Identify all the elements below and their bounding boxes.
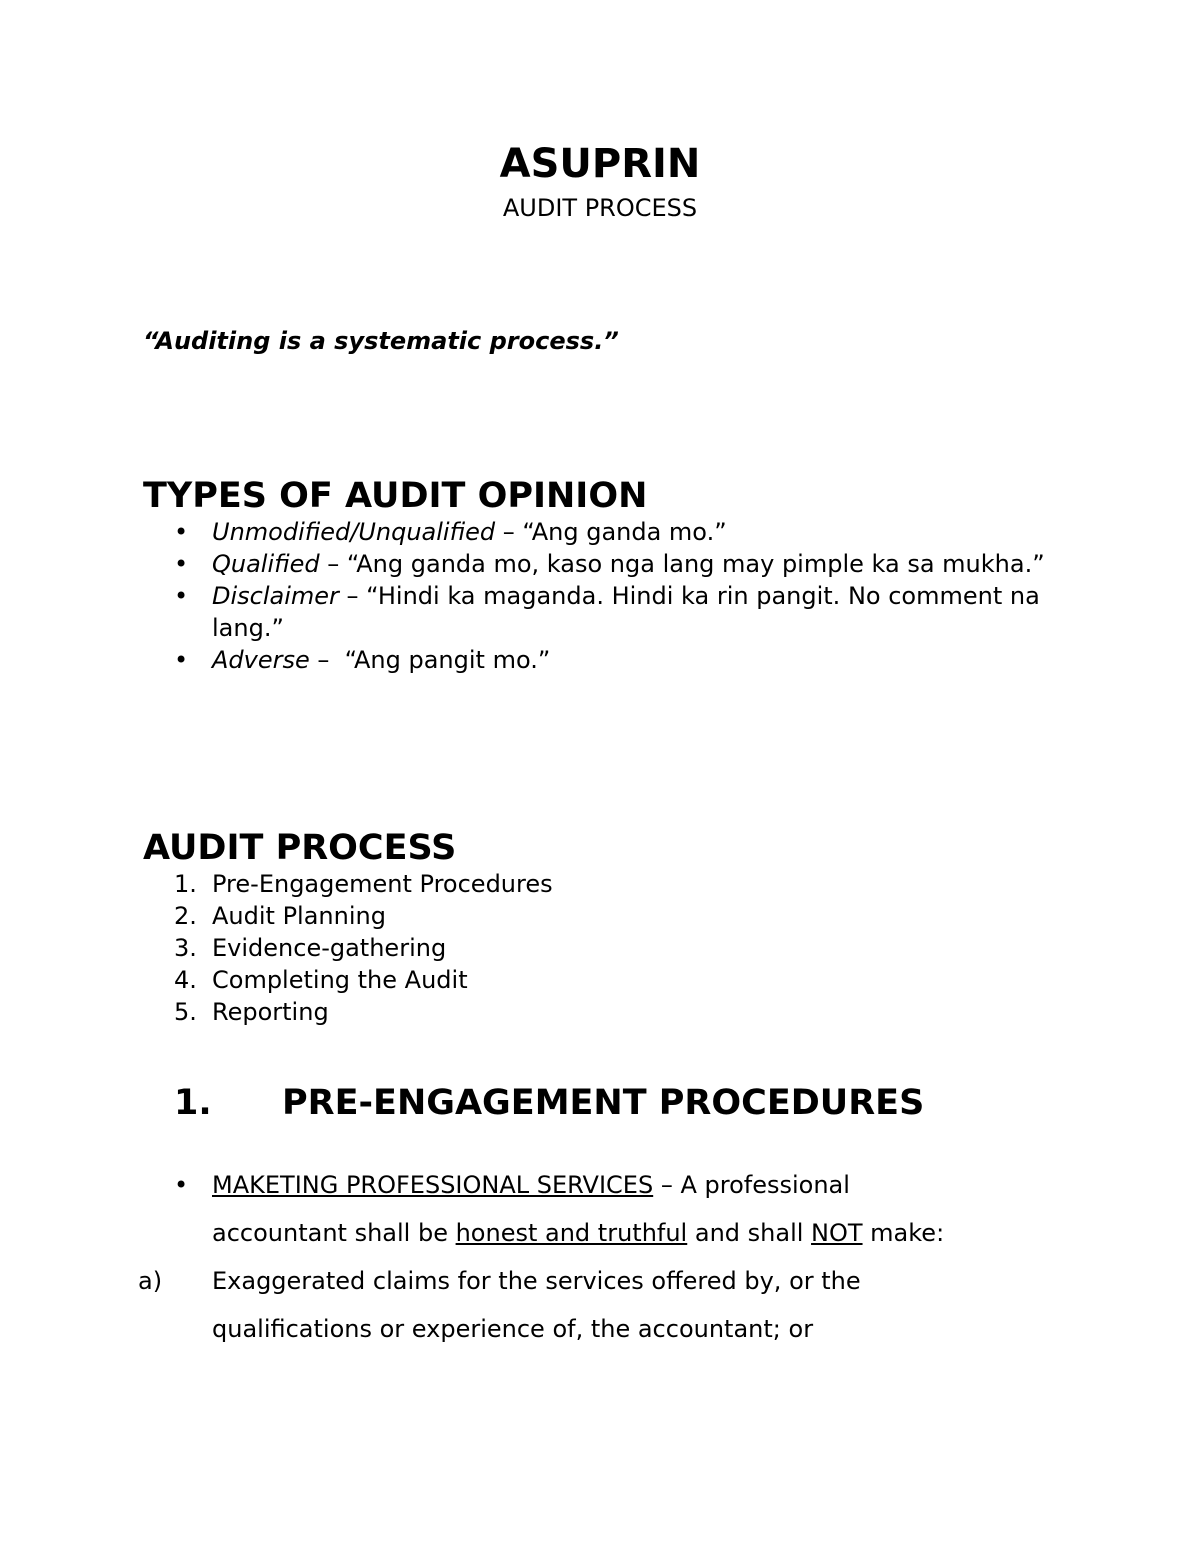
text-run: Exaggerated claims for the services offered by, or the [212, 1267, 861, 1295]
types-list [174, 516, 1074, 676]
bullet-icon: • [174, 550, 189, 578]
list-item [174, 644, 1074, 676]
item-label: Completing the Audit [212, 966, 468, 994]
opinion-description: “Ang ganda mo, kaso nga lang may pimple ka sa mukha.” [346, 550, 1045, 578]
separator: – [495, 518, 523, 546]
paragraph-line [174, 1305, 1074, 1353]
text-run: accountant shall be [212, 1219, 456, 1247]
not-text: NOT [811, 1219, 863, 1247]
list-item [174, 580, 1074, 644]
list-item [174, 548, 1074, 580]
text-run: make: [862, 1219, 945, 1247]
opinion-term: Qualified [212, 550, 320, 578]
opinion-term: Disclaimer [212, 582, 339, 610]
pre-engagement-body [138, 1161, 1074, 1353]
item-number: 3. [174, 934, 197, 962]
separator: – [338, 582, 367, 610]
bullet-icon: • [174, 518, 189, 546]
process-list [174, 868, 553, 1028]
text-run: and shall [687, 1219, 812, 1247]
types-heading: TYPES OF AUDIT OPINION [143, 476, 648, 516]
item-number: 4. [174, 966, 197, 994]
separator: – [319, 550, 347, 578]
separator: – [309, 646, 345, 674]
marketing-label: MAKETING PROFESSIONAL SERVICES [212, 1171, 654, 1199]
list-item [174, 932, 553, 964]
paragraph-line [174, 1161, 1074, 1209]
paragraph-line [138, 1257, 1074, 1305]
item-number: 1. [174, 870, 197, 898]
process-heading: AUDIT PROCESS [143, 828, 457, 868]
list-item [174, 996, 553, 1028]
item-label: Audit Planning [212, 902, 386, 930]
pre-engagement-heading [174, 1081, 924, 1125]
opinion-description: “Ang ganda mo.” [522, 518, 727, 546]
text-run: qualifications or experience of, the accountant; or [212, 1315, 814, 1343]
quote-text: “Auditing is a systematic process.” [143, 327, 619, 355]
opinion-term: Unmodified/Unqualified [212, 518, 496, 546]
list-item [174, 868, 553, 900]
bullet-icon: • [174, 646, 189, 674]
list-item [174, 900, 553, 932]
opinion-description: “Ang pangit mo.” [344, 646, 551, 674]
marketing-text: – A professional [653, 1171, 850, 1199]
bullet-icon: • [174, 1171, 189, 1199]
honest-truthful-text: honest and truthful [455, 1219, 688, 1247]
item-letter: a) [138, 1267, 163, 1295]
document-title: ASUPRIN [499, 141, 701, 187]
section-title: PRE-ENGAGEMENT PROCEDURES [282, 1083, 925, 1123]
document-subtitle: AUDIT PROCESS [502, 194, 698, 222]
list-item [174, 516, 1074, 548]
paragraph-line [174, 1209, 1074, 1257]
item-label: Reporting [212, 998, 329, 1026]
bullet-icon: • [174, 582, 189, 610]
opinion-term: Adverse [212, 646, 310, 674]
section-number: 1. [174, 1083, 212, 1123]
item-label: Pre-Engagement Procedures [212, 870, 553, 898]
list-item [174, 964, 553, 996]
opinion-description: “Hindi ka maganda. Hindi ka rin pangit. No comment na lang.” [212, 582, 1040, 642]
item-number: 5. [174, 998, 197, 1026]
item-number: 2. [174, 902, 197, 930]
item-label: Evidence-gathering [212, 934, 447, 962]
